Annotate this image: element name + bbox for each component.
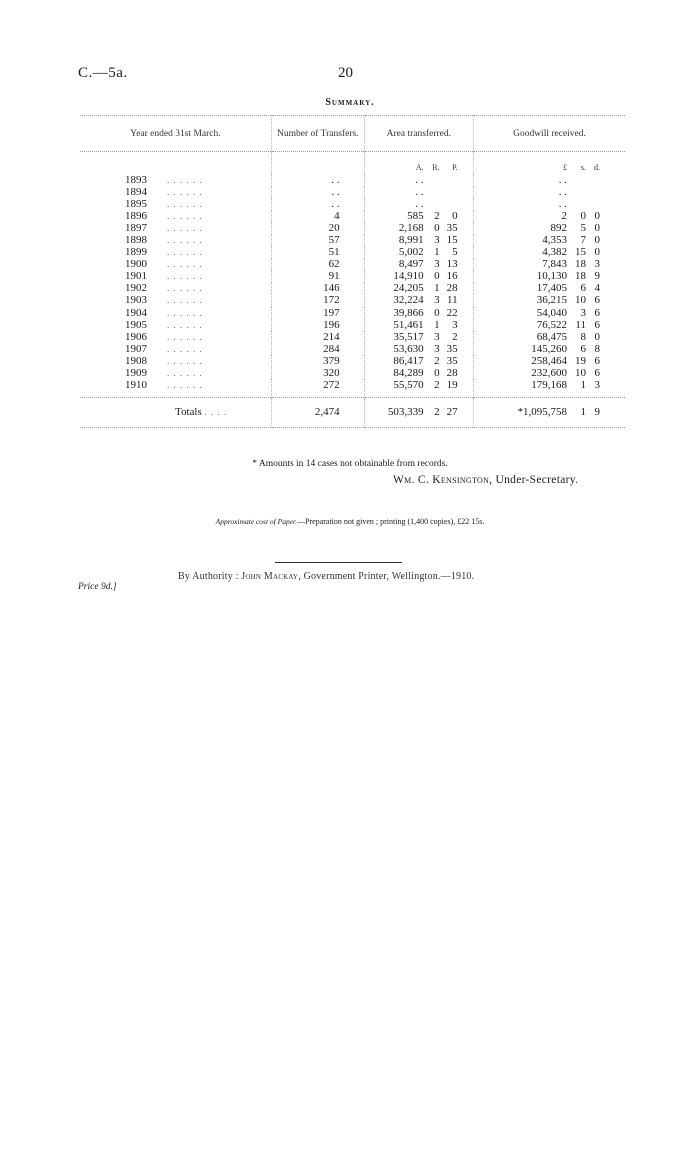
acres-cell: . . bbox=[415, 197, 424, 210]
acres-cell: 5,002 bbox=[398, 246, 424, 259]
unit-pence: d. bbox=[593, 162, 600, 172]
pence-cell: 0 bbox=[594, 209, 600, 222]
shillings-cell: 18 bbox=[574, 258, 586, 271]
table-row bbox=[80, 174, 625, 186]
shillings-cell: 8 bbox=[580, 330, 586, 343]
pence-cell: 0 bbox=[594, 330, 600, 343]
pence-cell: 6 bbox=[594, 367, 600, 380]
divider-rule bbox=[275, 562, 402, 563]
pence-cell: 6 bbox=[594, 318, 600, 331]
perches-cell: 5 bbox=[452, 246, 458, 259]
shillings-cell: 10 bbox=[574, 367, 586, 380]
roods-cell: 3 bbox=[434, 294, 440, 307]
acres-cell: 32,224 bbox=[393, 294, 424, 307]
pence-cell: 6 bbox=[594, 306, 600, 319]
pounds-cell: 17,405 bbox=[536, 282, 567, 295]
acres-cell: 35,517 bbox=[393, 330, 424, 343]
shillings-cell: 11 bbox=[575, 318, 586, 331]
shillings-cell: 10 bbox=[574, 294, 586, 307]
transfers-cell: 272 bbox=[271, 379, 364, 391]
transfers-cell: 379 bbox=[271, 355, 364, 367]
transfers-cell: 91 bbox=[271, 270, 364, 282]
leader-dots: . . . . . . bbox=[167, 271, 203, 282]
leader-dots: . . . . bbox=[204, 407, 228, 418]
table-row bbox=[80, 282, 625, 294]
year-cell: 1899 bbox=[125, 246, 147, 259]
roods-cell: 3 bbox=[434, 234, 440, 247]
shillings-cell: 7 bbox=[580, 234, 586, 247]
roods-cell: 3 bbox=[434, 258, 440, 271]
shillings-cell: 18 bbox=[574, 270, 586, 283]
shillings-cell: 5 bbox=[580, 221, 586, 234]
signature bbox=[393, 474, 578, 486]
table-row bbox=[80, 258, 625, 270]
roods-cell: 0 bbox=[434, 367, 440, 380]
year-cell: 1903 bbox=[125, 294, 147, 307]
signature-title: , Under-Secretary. bbox=[489, 474, 579, 486]
transfers-cell: . . bbox=[271, 186, 364, 198]
pounds-cell: 7,843 bbox=[542, 258, 567, 271]
pounds-cell: 892 bbox=[550, 221, 567, 234]
leader-dots: . . . . . . bbox=[167, 331, 203, 342]
leader-dots: . . . . . . bbox=[167, 235, 203, 246]
unit-acres: A. bbox=[415, 162, 424, 172]
pounds-cell: 2 bbox=[561, 209, 567, 222]
acres-cell: 585 bbox=[407, 209, 424, 222]
acres-cell: 2,168 bbox=[398, 221, 424, 234]
transfers-cell: 57 bbox=[271, 234, 364, 246]
table-row bbox=[80, 331, 625, 343]
year-cell: 1897 bbox=[125, 221, 147, 234]
perches-cell: 27 bbox=[446, 406, 458, 419]
unit-shillings: s. bbox=[580, 162, 586, 172]
authority-prefix: By Authority : bbox=[178, 571, 239, 582]
transfers-cell: 320 bbox=[271, 367, 364, 379]
pounds-cell: 68,475 bbox=[536, 330, 567, 343]
acres-cell: 14,910 bbox=[393, 270, 424, 283]
perches-cell: 28 bbox=[446, 367, 458, 380]
acres-cell: 53,630 bbox=[393, 342, 424, 355]
pounds-cell: . . bbox=[558, 173, 567, 186]
pounds-cell: . . bbox=[558, 197, 567, 210]
leader-dots: . . . . . . bbox=[167, 210, 203, 221]
leader-dots: . . . . . . bbox=[167, 355, 203, 366]
price: Price 9d.] bbox=[78, 582, 117, 592]
shillings-cell: 15 bbox=[574, 246, 586, 259]
roods-cell: 0 bbox=[434, 270, 440, 283]
pounds-cell: 232,600 bbox=[531, 367, 567, 380]
roods-cell: 3 bbox=[434, 342, 440, 355]
pence-cell: 8 bbox=[594, 342, 600, 355]
signature-name: Wm. C. Kensington bbox=[393, 474, 490, 486]
summary-table bbox=[80, 115, 625, 428]
table-row bbox=[80, 234, 625, 246]
year-cell: 1906 bbox=[125, 330, 147, 343]
acres-cell: 8,991 bbox=[398, 234, 424, 247]
col-header-goodwill: Goodwill received. bbox=[473, 116, 625, 152]
col-header-area: Area transferred. bbox=[364, 116, 473, 152]
perches-cell: 35 bbox=[446, 354, 458, 367]
acres-cell: 84,289 bbox=[393, 367, 424, 380]
year-cell: 1901 bbox=[125, 270, 147, 283]
pence-cell: 9 bbox=[594, 406, 600, 419]
table-row bbox=[80, 246, 625, 258]
year-cell: 1905 bbox=[125, 318, 147, 331]
perches-cell: 15 bbox=[446, 234, 458, 247]
acres-cell: 39,866 bbox=[393, 306, 424, 319]
roods-cell: 2 bbox=[434, 379, 440, 392]
col-header-transfers: Number of Transfers. bbox=[271, 116, 364, 152]
unit-pounds: £ bbox=[562, 162, 567, 172]
pounds-cell: 76,522 bbox=[536, 318, 567, 331]
pounds-cell: 179,168 bbox=[531, 379, 567, 392]
summary-title: Summary. bbox=[325, 97, 375, 108]
year-cell: 1904 bbox=[125, 306, 147, 319]
roods-cell: 1 bbox=[434, 246, 440, 259]
acres-cell: . . bbox=[415, 173, 424, 186]
transfers-cell: 172 bbox=[271, 294, 364, 306]
unit-perches: P. bbox=[452, 162, 458, 172]
pence-cell: 0 bbox=[594, 246, 600, 259]
perches-cell: 28 bbox=[446, 282, 458, 295]
table-row bbox=[80, 355, 625, 367]
leader-dots: . . . . . . bbox=[167, 307, 203, 318]
year-cell: 1895 bbox=[125, 197, 147, 210]
perches-cell: 3 bbox=[452, 318, 458, 331]
pence-cell: 3 bbox=[594, 258, 600, 271]
year-cell: 1896 bbox=[125, 209, 147, 222]
printer-name: John Mackay bbox=[241, 571, 299, 582]
shillings-cell: 19 bbox=[574, 354, 586, 367]
transfers-cell: 51 bbox=[271, 246, 364, 258]
roods-cell: 2 bbox=[434, 406, 440, 419]
leader-dots: . . . . . . bbox=[167, 198, 203, 209]
transfers-cell: . . bbox=[271, 174, 364, 186]
table-row bbox=[80, 379, 625, 391]
perches-cell: 35 bbox=[446, 342, 458, 355]
pounds-cell: 10,130 bbox=[536, 270, 567, 283]
table-row bbox=[80, 270, 625, 282]
transfers-cell: 284 bbox=[271, 343, 364, 355]
shillings-cell: 1 bbox=[580, 379, 586, 392]
acres-cell: 8,497 bbox=[398, 258, 424, 271]
perches-cell: 13 bbox=[446, 258, 458, 271]
leader-dots: . . . . . . bbox=[167, 380, 203, 391]
transfers-cell: 146 bbox=[271, 282, 364, 294]
acres-cell: 55,570 bbox=[393, 379, 424, 392]
perches-cell: 22 bbox=[446, 306, 458, 319]
table-header-row bbox=[80, 116, 625, 152]
table-row bbox=[80, 319, 625, 331]
footnote: * Amounts in 14 cases not obtainable from records. bbox=[252, 459, 448, 469]
pence-cell: 6 bbox=[594, 294, 600, 307]
units-row bbox=[80, 152, 625, 174]
pence-cell: 9 bbox=[594, 270, 600, 283]
roods-cell: 1 bbox=[434, 318, 440, 331]
pounds-cell: 54,040 bbox=[536, 306, 567, 319]
cost-label: Approximate cost of Paper. bbox=[215, 517, 298, 526]
leader-dots: . . . . . . bbox=[167, 247, 203, 258]
page-reference: C.—5a. bbox=[78, 65, 128, 81]
shillings-cell: 1 bbox=[580, 406, 586, 419]
transfers-cell: 214 bbox=[271, 331, 364, 343]
roods-cell: 2 bbox=[434, 354, 440, 367]
perches-cell: 35 bbox=[446, 221, 458, 234]
pounds-cell: 36,215 bbox=[536, 294, 567, 307]
totals-label: Totals bbox=[175, 406, 202, 419]
pounds-cell: . . bbox=[558, 185, 567, 198]
transfers-cell: 20 bbox=[271, 222, 364, 234]
leader-dots: . . . . . . bbox=[167, 319, 203, 330]
acres-cell: 86,417 bbox=[393, 354, 424, 367]
acres-cell: 503,339 bbox=[387, 406, 424, 419]
pounds-cell: 4,353 bbox=[542, 234, 567, 247]
year-cell: 1908 bbox=[125, 354, 147, 367]
transfers-cell: 4 bbox=[271, 210, 364, 222]
table-row bbox=[80, 307, 625, 319]
roods-cell: 0 bbox=[434, 221, 440, 234]
printer-authority bbox=[178, 571, 474, 582]
table-row bbox=[80, 367, 625, 379]
leader-dots: . . . . . . bbox=[167, 222, 203, 233]
pence-cell: 0 bbox=[594, 234, 600, 247]
table-row bbox=[80, 294, 625, 306]
leader-dots: . . . . . . bbox=[167, 174, 203, 185]
year-cell: 1893 bbox=[125, 173, 147, 186]
shillings-cell: 6 bbox=[580, 342, 586, 355]
transfers-cell: 197 bbox=[271, 307, 364, 319]
pence-cell: 4 bbox=[594, 282, 600, 295]
leader-dots: . . . . . . bbox=[167, 259, 203, 270]
roods-cell: 3 bbox=[434, 330, 440, 343]
acres-cell: . . bbox=[415, 185, 424, 198]
leader-dots: . . . . . . bbox=[167, 186, 203, 197]
roods-cell: 1 bbox=[434, 282, 440, 295]
totals-row bbox=[80, 397, 625, 427]
perches-cell: 16 bbox=[446, 270, 458, 283]
pounds-cell: 145,260 bbox=[531, 342, 567, 355]
pence-cell: 6 bbox=[594, 354, 600, 367]
table-row bbox=[80, 186, 625, 198]
year-cell: 1898 bbox=[125, 234, 147, 247]
pounds-cell: *1,095,758 bbox=[517, 406, 567, 419]
leader-dots: . . . . . . bbox=[167, 295, 203, 306]
table-row bbox=[80, 210, 625, 222]
acres-cell: 51,461 bbox=[393, 318, 424, 331]
pounds-cell: 4,382 bbox=[542, 246, 567, 259]
year-cell: 1907 bbox=[125, 342, 147, 355]
perches-cell: 2 bbox=[452, 330, 458, 343]
year-cell: 1909 bbox=[125, 367, 147, 380]
pence-cell: 0 bbox=[594, 221, 600, 234]
year-cell: 1894 bbox=[125, 185, 147, 198]
cost-note bbox=[0, 517, 700, 526]
transfers-cell: . . bbox=[271, 198, 364, 210]
leader-dots: . . . . . . bbox=[167, 343, 203, 354]
transfers-cell: 2,474 bbox=[271, 397, 364, 427]
pence-cell: 3 bbox=[594, 379, 600, 392]
perches-cell: 0 bbox=[452, 209, 458, 222]
table-row bbox=[80, 343, 625, 355]
acres-cell: 24,205 bbox=[393, 282, 424, 295]
leader-dots: . . . . . . bbox=[167, 283, 203, 294]
cost-text: —Preparation not given ; printing (1,400 copies), £22 15s. bbox=[297, 517, 485, 526]
shillings-cell: 0 bbox=[580, 209, 586, 222]
col-header-year: Year ended 31st March. bbox=[130, 128, 221, 139]
authority-suffix: , Government Printer, Wellington.—1910. bbox=[298, 571, 475, 582]
pounds-cell: 258,464 bbox=[531, 354, 567, 367]
transfers-cell: 196 bbox=[271, 319, 364, 331]
leader-dots: . . . . . . bbox=[167, 368, 203, 379]
transfers-cell: 62 bbox=[271, 258, 364, 270]
table-row bbox=[80, 222, 625, 234]
year-cell: 1910 bbox=[125, 379, 147, 392]
page-number: 20 bbox=[338, 65, 353, 81]
unit-roods: R. bbox=[432, 162, 440, 172]
table-row bbox=[80, 198, 625, 210]
perches-cell: 11 bbox=[447, 294, 458, 307]
roods-cell: 0 bbox=[434, 306, 440, 319]
shillings-cell: 3 bbox=[580, 306, 586, 319]
shillings-cell: 6 bbox=[580, 282, 586, 295]
roods-cell: 2 bbox=[434, 209, 440, 222]
perches-cell: 19 bbox=[446, 379, 458, 392]
year-cell: 1900 bbox=[125, 258, 147, 271]
year-cell: 1902 bbox=[125, 282, 147, 295]
